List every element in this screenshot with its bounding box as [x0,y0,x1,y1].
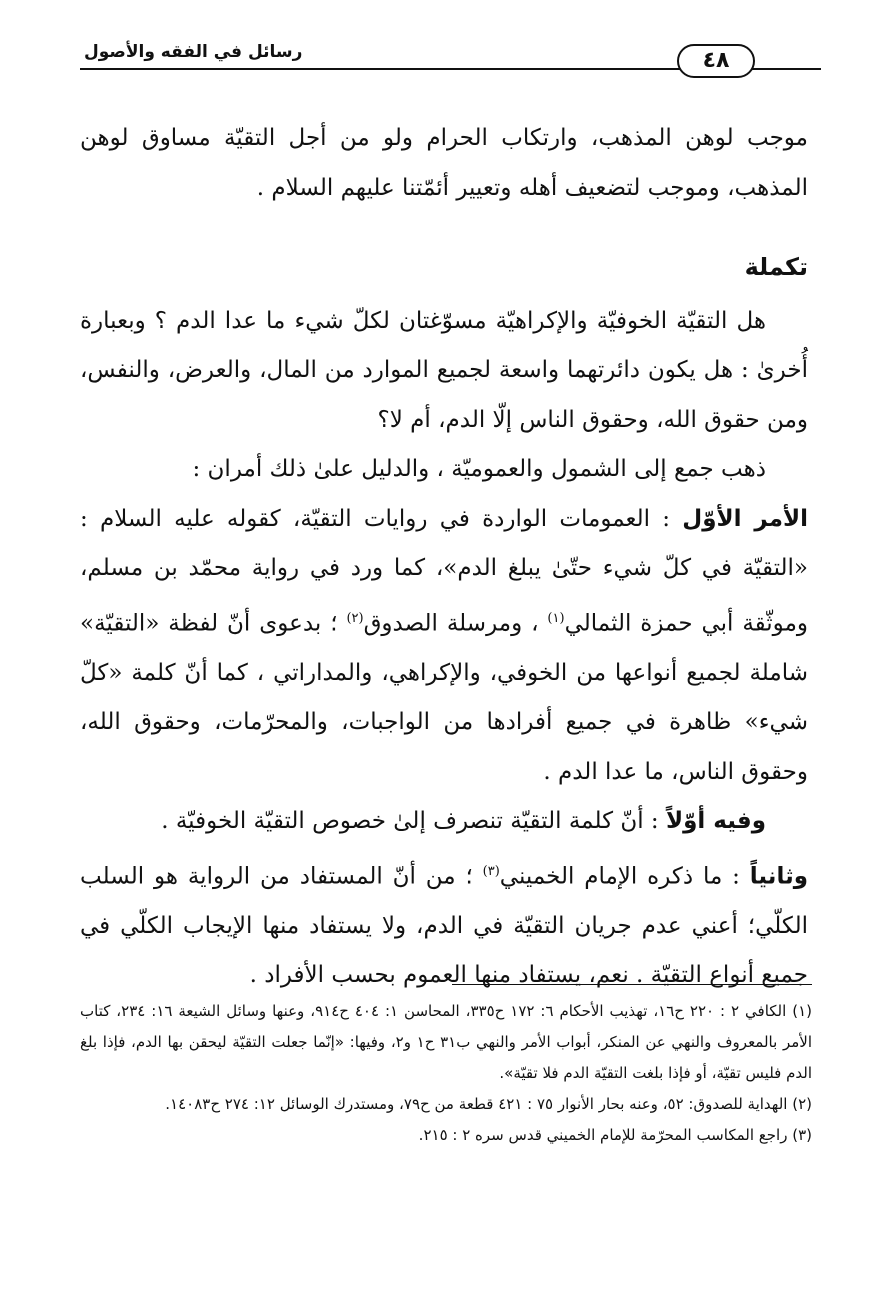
main-text [80,114,808,1001]
paragraph-4-b: ، ومرسلة الصدوق [363,610,548,637]
paragraph-6-b: ؛ من أنّ المستفاد من الرواية هو السلب الكلّي؛ أعني عدم جريان التقيّة في الدم، ولا يستفاد منها الإيجاب الكلّي في جميع أنواع التقيّة . نعم، يستفاد منها العموم بحسب الأفراد . [80,863,808,989]
page-header [0,0,891,80]
running-title: رسائل في الفقه والأصول [84,42,303,62]
secondly-lead: وثانياً [749,863,809,890]
footnote-ref-3[interactable]: (٣) [482,863,500,879]
paragraph-4 [80,495,808,798]
footnotes [80,996,812,1151]
footnote-separator [452,984,812,985]
paragraph-2: هل التقيّة الخوفيّة والإكراهيّة مسوّغتان لكلّ شيء ما عدا الدم ؟ وبعبارة أُخرىٰ : هل يكون دائرتهما واسعة لجميع الموارد من المال، والعرض، والنفس، ومن حقوق الله، وحقوق الناس إلّا الدم، أم لا؟ [80,307,808,433]
paragraph-1: موجب لوهن المذهب، وارتكاب الحرام ولو من أجل التقيّة مساوق لوهن المذهب، وموجب لتضعيف أهله وتعيير أئمّتنا عليهم السلام . [80,125,808,201]
footnote-1: (١) الكافي ٢ : ٢٢٠ ح١٦، تهذيب الأحكام ٦: ١٧٢ ح٣٣٥، المحاسن ١: ٤٠٤ ح٩١٤، وعنها وسائل الشيعة ١٦: ٢٣٤، كتاب الأمر بالمعروف والنهي عن المنكر، أبواب الأمر والنهي ب٣١ ح١ و٢، وفيها: «إنّما جعلت التقيّة ليحقن بها الدم، فإذا بلغ الدم فليس تقيّة، أو فإذا بلغت التقيّة الدم فلا تقيّة». [80,1002,813,1082]
section-heading: تكملة [744,253,808,281]
footnote-ref-1[interactable]: (١) [547,610,565,626]
paragraph-4-a: : العمومات الواردة في روايات التقيّة، كقوله عليه السلام : «التقيّة في كلّ شيء حتّىٰ يبلغ الدم»، كما ورد في رواية محمّد بن مسلم، وموثّقة أبي حمزة الثمالي [80,505,808,637]
firstly-lead: وفيه أوّلاً [665,808,766,835]
footnote-3: (٣) راجع المكاسب المحرّمة للإمام الخميني قدس سره ٢ : ٢١٥. [418,1126,812,1144]
paragraph-6-a: : ما ذكره الإمام الخميني [499,863,750,890]
paragraph-5-rest: : أنّ كلمة التقيّة تنصرف إلىٰ خصوص التقيّة الخوفيّة . [161,808,666,835]
paragraph-6 [80,847,808,1001]
page-number: ٤٨ [677,44,755,78]
footnote-ref-2[interactable]: (٢) [346,610,364,626]
paragraph-5 [80,797,808,847]
footnote-2: (٢) الهداية للصدوق: ٥٢، وعنه بحار الأنوار ٧٥ : ٤٢١ قطعة من ح٧٩، ومستدرك الوسائل ١٢: ٢٧٤ ح١٤٠٨٣. [165,1095,812,1113]
first-matter-lead: الأمر الأوّل [682,505,808,532]
paragraph-3: ذهب جمع إلى الشمول والعموميّة ، والدليل علىٰ ذلك أمران : [192,456,766,482]
paragraph-4-c: ؛ بدعوى أنّ لفظة «التقيّة» شاملة لجميع أنواعها من الخوفي، والإكراهي، والمداراتي ، كما أنّ كلمة «كلّ شيء» ظاهرة في جميع أفرادها من الواجبات، والمحرّمات، وحقوق الله، وحقوق الناس، ما عدا الدم . [80,610,808,785]
